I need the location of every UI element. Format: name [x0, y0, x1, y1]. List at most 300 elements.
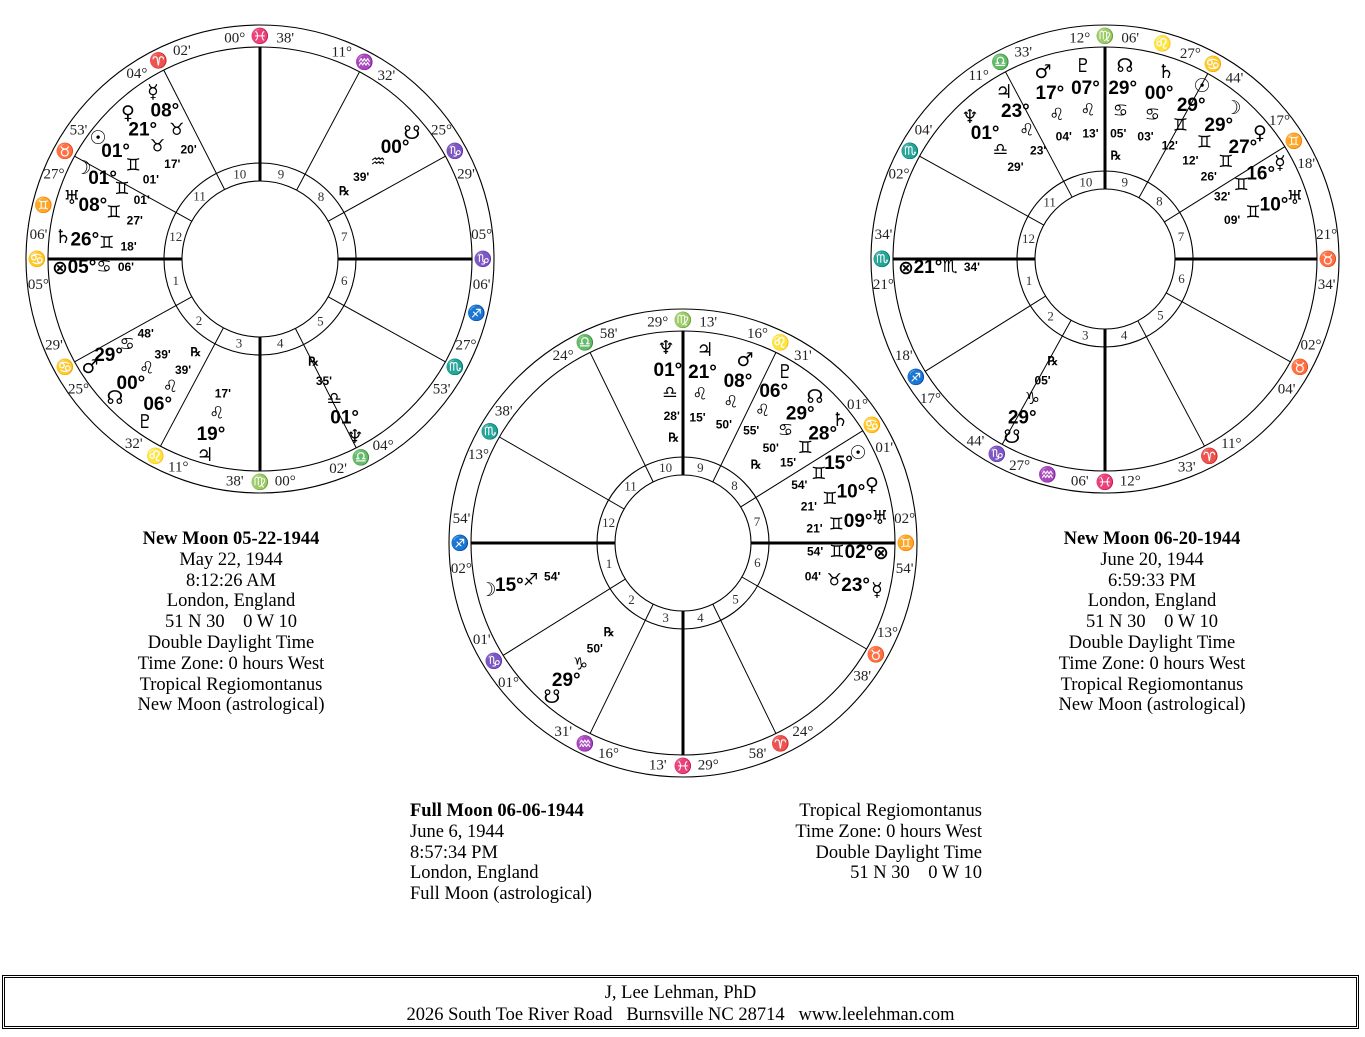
planet-mars: [716, 349, 754, 432]
svg-text:24°: 24°: [552, 347, 574, 364]
svg-text:13': 13': [699, 314, 718, 331]
cusp-label-house-10: [224, 27, 294, 46]
planet-minutes: 35': [315, 373, 333, 388]
planet-minutes: 39': [174, 363, 192, 378]
zodiac-sign-icon: ♊: [125, 155, 141, 176]
planet-minutes: 48': [137, 326, 154, 341]
venus-icon: ♀: [1253, 122, 1267, 144]
zodiac-sign-icon: ♌: [162, 377, 178, 398]
chart-title: Full Moon 06-06-1944: [410, 801, 584, 821]
zodiac-sign-icon: ♑: [1024, 389, 1041, 410]
planet-minutes: 12': [1182, 153, 1199, 168]
planet-minutes: 01': [133, 193, 150, 208]
planet-part-of-fortune: [807, 542, 889, 564]
svg-text:02': 02': [173, 43, 191, 60]
planet-minutes: 26': [1200, 169, 1217, 184]
zodiac-sign-icon: ♌: [692, 384, 708, 405]
planet-degree: 29°: [1176, 95, 1206, 117]
planet-degree: 17°: [1035, 82, 1065, 104]
svg-text:04°: 04°: [372, 437, 394, 454]
planet-minutes: 05': [1034, 373, 1051, 388]
uranus-icon: ♅: [63, 187, 81, 209]
zodiac-sign-icon: ♋: [1144, 104, 1160, 125]
svg-text:♏: ♏: [872, 252, 892, 268]
svg-text:♑: ♑: [484, 654, 504, 671]
cusp-label-house-7: [894, 511, 915, 577]
svg-text:♈: ♈: [149, 53, 169, 70]
planet-minutes: 09': [1224, 213, 1241, 228]
planet-minutes: 50': [762, 440, 779, 455]
svg-text:♌: ♌: [771, 335, 791, 352]
part-of-fortune-icon: ⊗: [873, 542, 889, 564]
svg-text:♑: ♑: [445, 143, 465, 160]
svg-text:27°: 27°: [1009, 458, 1031, 475]
zodiac-sign-icon: ♊: [1196, 132, 1213, 153]
chart-house-system: Tropical Regiomontanus: [1060, 674, 1244, 695]
cusp-line-house-12: [920, 156, 1044, 225]
zodiac-sign-icon: ♊: [106, 202, 122, 223]
zodiac-sign-icon: ♊: [811, 464, 827, 485]
cusp-label-house-9: [332, 45, 396, 85]
planet-degree: 09°: [843, 510, 873, 532]
cusp-line-house-11: [590, 352, 653, 481]
mercury-icon: ☿: [1274, 152, 1286, 174]
planet-degree: 29°: [1108, 77, 1138, 99]
zodiac-sign-icon: ♒: [370, 152, 386, 173]
neptune-icon: ♆: [657, 337, 675, 359]
chart-info-full-moon-settings: [682, 801, 982, 884]
house-number-4: 4: [1120, 327, 1128, 343]
svg-text:29°: 29°: [697, 757, 719, 774]
planet-degree: 29°: [551, 670, 581, 692]
planet-degree: 02°: [844, 541, 874, 563]
svg-text:12°: 12°: [1069, 30, 1091, 47]
svg-text:13': 13': [648, 757, 667, 774]
zodiac-sign-icon: ♌: [209, 403, 225, 424]
svg-text:02°: 02°: [1300, 337, 1322, 354]
uranus-icon: ♅: [871, 507, 889, 529]
svg-text:38': 38': [494, 403, 513, 420]
mercury-icon: ☿: [871, 579, 883, 601]
svg-text:18': 18': [894, 348, 913, 365]
chart-time: 8:12:26 AM: [186, 570, 276, 591]
planet-degree: 05°: [67, 257, 97, 279]
house-number-9: 9: [697, 459, 704, 475]
planet-degree: 27°: [1228, 136, 1258, 158]
house-number-2: 2: [1047, 308, 1054, 324]
intercepted-sign: ♒: [1037, 467, 1057, 484]
planet-north-node: [1108, 55, 1137, 163]
planet-degree: 21°: [688, 361, 717, 383]
chart-dst: Double Daylight Time: [147, 632, 315, 653]
svg-text:♋: ♋: [27, 252, 47, 268]
svg-text:17°: 17°: [1269, 113, 1291, 130]
house-number-5: 5: [732, 591, 739, 607]
cusp-label-house-1: [873, 227, 894, 293]
planet-minutes: 13': [1082, 126, 1099, 141]
house-ring-inner: [615, 475, 751, 611]
svg-text:02°: 02°: [450, 561, 472, 578]
intercepted-sign: ♊: [34, 198, 53, 215]
svg-text:♐: ♐: [906, 370, 926, 387]
house-number-11: 11: [193, 188, 206, 204]
venus-icon: ♀: [865, 474, 879, 496]
planet-minutes: 29': [1007, 159, 1024, 174]
planet-minutes: 32': [1214, 189, 1231, 204]
house-number-6: 6: [754, 554, 761, 570]
retrograde-icon: ℞: [1110, 148, 1122, 163]
zodiac-sign-icon: ♌: [1019, 120, 1035, 141]
svg-text:29': 29': [457, 166, 475, 183]
house-ring-inner: [1035, 189, 1175, 329]
svg-text:16°: 16°: [598, 746, 620, 763]
zodiac-sign-icon: ♌: [1049, 104, 1065, 125]
cusp-label-house-1: [28, 227, 49, 293]
planet-minutes: 17': [214, 386, 231, 401]
planet-degree: 15°: [495, 574, 524, 596]
planet-degree: 01°: [970, 122, 1000, 144]
part-of-fortune-icon: ⊗: [898, 257, 914, 279]
svg-text:01': 01': [472, 632, 491, 649]
zodiac-sign-icon: ♊: [797, 438, 813, 459]
planet-minutes: 54': [806, 544, 824, 559]
svg-text:♓: ♓: [673, 759, 693, 775]
planet-minutes: 15': [779, 455, 797, 470]
zodiac-sign-icon: ♐: [523, 570, 539, 591]
chart-date: June 6, 1944: [410, 821, 505, 842]
cusp-label-house-9: [747, 326, 812, 364]
chart-coords: 51 N 30 0 W 10: [165, 612, 297, 633]
svg-text:♏: ♏: [900, 143, 920, 160]
svg-text:11°: 11°: [331, 44, 352, 61]
moon-icon: ☽: [479, 579, 497, 601]
chart-coords: 51 N 30 0 W 10: [1086, 612, 1218, 633]
house-number-7: 7: [1177, 229, 1185, 245]
planet-minutes: 06': [117, 260, 135, 275]
svg-text:25°: 25°: [431, 122, 453, 139]
planet-minutes: 21': [806, 521, 823, 536]
svg-text:♉: ♉: [1290, 360, 1310, 377]
svg-text:38': 38': [853, 668, 872, 685]
svg-text:31': 31': [793, 347, 812, 364]
planet-degree: 00°: [116, 372, 146, 394]
svg-text:18': 18': [1297, 155, 1316, 172]
zodiac-sign-icon: ♊: [99, 232, 115, 253]
jupiter-icon: ♃: [196, 444, 214, 466]
house-number-7: 7: [753, 513, 761, 529]
footer-address: 2026 South Toe River Road Burnsville NC 28714 www.leelehman.com: [406, 1005, 955, 1025]
zodiac-sign-icon: ♊: [114, 179, 130, 200]
chart-date: June 20, 1944: [1100, 549, 1204, 570]
planet-degree: 06°: [143, 394, 173, 416]
svg-text:21°: 21°: [872, 277, 894, 294]
house-number-8: 8: [731, 477, 738, 493]
svg-text:34': 34': [874, 226, 893, 243]
cusp-label-house-1: [451, 511, 472, 577]
planet-neptune: [308, 354, 363, 448]
house-number-1: 1: [172, 272, 180, 288]
house-number-3: 3: [235, 335, 243, 351]
chart-type: Full Moon (astrological): [410, 884, 592, 905]
chart-type: New Moon (astrological): [137, 695, 325, 716]
planet-saturn: [1137, 61, 1174, 144]
svg-text:02°: 02°: [894, 510, 916, 527]
house-ring-inner: [182, 181, 338, 337]
cusp-label-house-11: [968, 45, 1032, 85]
sun-icon: ☉: [849, 442, 867, 464]
planet-saturn: [54, 226, 136, 253]
planet-degree: 15°: [824, 453, 853, 475]
house-number-12: 12: [169, 229, 183, 245]
svg-text:38': 38': [276, 30, 295, 47]
chart-dst: Double Daylight Time: [815, 842, 982, 863]
chart-place: London, England: [166, 591, 296, 612]
svg-text:34': 34': [1317, 277, 1336, 294]
zodiac-sign-icon: ♊: [829, 541, 845, 562]
retrograde-icon: ℞: [1047, 354, 1059, 369]
cusp-label-house-7: [1316, 227, 1337, 293]
svg-text:06': 06': [29, 226, 48, 243]
cusp-line-house-5: [713, 604, 776, 733]
svg-text:♉: ♉: [55, 143, 75, 160]
saturn-icon: ♄: [1157, 61, 1175, 83]
svg-text:♑: ♑: [987, 447, 1007, 464]
zodiac-sign-icon: ♉: [169, 120, 185, 141]
svg-text:16°: 16°: [746, 325, 768, 342]
planet-minutes: 03': [1137, 129, 1154, 144]
zodiac-sign-icon: ♏: [942, 257, 958, 278]
svg-text:♊: ♊: [896, 536, 916, 552]
jupiter-icon: ♃: [696, 339, 714, 361]
house-number-7: 7: [340, 229, 348, 245]
planet-neptune: [654, 337, 683, 445]
part-of-fortune-icon: ⊗: [52, 257, 68, 279]
chart-time: 6:59:33 PM: [1108, 570, 1196, 591]
svg-text:44': 44': [966, 433, 985, 450]
svg-text:13°: 13°: [467, 447, 489, 464]
svg-text:44': 44': [1225, 70, 1244, 87]
retrograde-icon: ℞: [308, 354, 319, 369]
zodiac-sign-icon: ♋: [1112, 100, 1129, 121]
planet-degree: 00°: [1144, 82, 1174, 104]
svg-text:11°: 11°: [968, 68, 989, 85]
cusp-label-house-10: [1069, 27, 1139, 46]
cusp-line-house-6: [328, 297, 445, 362]
svg-text:♍: ♍: [1095, 29, 1115, 45]
planet-degree: 21°: [913, 257, 943, 279]
chart-timezone: Time Zone: 0 hours West: [1058, 653, 1246, 674]
zodiac-sign-icon: ♉: [149, 136, 166, 157]
svg-text:53': 53': [69, 122, 88, 139]
svg-text:17°: 17°: [919, 390, 941, 407]
north-node-icon: ☊: [1116, 55, 1134, 77]
house-number-5: 5: [317, 313, 324, 329]
svg-text:♋: ♋: [55, 360, 75, 377]
planet-minutes: 18': [120, 239, 137, 254]
svg-text:04': 04': [1277, 381, 1296, 398]
svg-text:♎: ♎: [575, 335, 595, 352]
svg-text:25°: 25°: [67, 381, 89, 398]
zodiac-sign-icon: ♉: [826, 570, 842, 591]
cusp-label-house-4: [1071, 473, 1141, 491]
house-number-8: 8: [1156, 193, 1163, 209]
planet-mars: [1034, 61, 1072, 144]
cusp-line-house-12: [499, 437, 624, 509]
intercepted-sign: ♐: [467, 305, 486, 322]
svg-text:33': 33': [1014, 44, 1033, 61]
planet-degree: 19°: [196, 423, 226, 445]
svg-text:31': 31': [554, 724, 573, 741]
svg-text:53': 53': [432, 381, 451, 398]
zodiac-sign-icon: ♋: [777, 420, 794, 441]
svg-text:29': 29': [45, 337, 63, 354]
planet-uranus: [806, 507, 888, 535]
chart-coords: 51 N 30 0 W 10: [850, 863, 982, 884]
cusp-line-house-5: [1138, 321, 1205, 446]
planet-part-of-fortune: [52, 257, 134, 279]
planet-degree: 29°: [1204, 114, 1234, 136]
chart-date: May 22, 1944: [179, 549, 283, 570]
house-ring-outer: [597, 457, 769, 629]
planet-degree: 23°: [841, 574, 870, 596]
house-number-6: 6: [340, 272, 348, 288]
venus-icon: ♀: [121, 102, 135, 124]
jupiter-icon: ♃: [995, 81, 1013, 103]
zodiac-sign-icon: ♑: [572, 654, 589, 675]
svg-text:♈: ♈: [771, 736, 791, 753]
planet-south-node: [544, 625, 615, 708]
svg-text:00°: 00°: [274, 473, 296, 490]
cusp-label-house-9: [1180, 46, 1244, 86]
sun-icon: ☉: [1193, 75, 1211, 97]
zodiac-sign-icon: ♌: [723, 392, 739, 413]
house-number-1: 1: [605, 556, 613, 572]
cusp-label-house-7: [471, 227, 492, 293]
chart-wheel-nm1: [26, 25, 494, 493]
house-number-9: 9: [277, 166, 285, 182]
planet-minutes: 28': [663, 408, 680, 423]
svg-text:12°: 12°: [1119, 473, 1141, 490]
planet-degree: 16°: [1246, 163, 1276, 185]
planet-minutes: 23': [1030, 143, 1047, 158]
svg-text:♌: ♌: [145, 448, 165, 465]
house-number-3: 3: [662, 610, 669, 626]
planet-south-node: [1004, 354, 1059, 448]
planet-degree: 01°: [330, 407, 360, 429]
svg-text:♉: ♉: [866, 647, 886, 664]
svg-text:24°: 24°: [792, 724, 814, 741]
pluto-icon: ♇: [136, 411, 154, 433]
svg-text:21°: 21°: [1316, 226, 1338, 243]
zodiac-sign-icon: ♋: [96, 257, 112, 278]
svg-text:♑: ♑: [473, 252, 493, 268]
house-number-12: 12: [602, 515, 616, 531]
chart-time: 8:57:34 PM: [410, 842, 498, 863]
planet-degree: 08°: [150, 100, 180, 122]
chart-info-new-moon-june: [1011, 529, 1293, 716]
planet-minutes: 50': [715, 417, 732, 432]
house-number-2: 2: [195, 313, 203, 329]
zodiac-sign-icon: ♊: [828, 514, 844, 535]
svg-text:27°: 27°: [1179, 45, 1201, 62]
svg-text:01°: 01°: [847, 397, 869, 414]
zodiac-sign-icon: ♌: [754, 400, 771, 421]
svg-text:♓: ♓: [250, 29, 270, 45]
moon-icon: ☽: [74, 157, 92, 179]
zodiac-sign-icon: ♊: [1218, 151, 1234, 172]
planet-minutes: 01': [142, 172, 159, 187]
saturn-icon: ♄: [54, 226, 72, 248]
retrograde-icon: ℞: [750, 457, 762, 472]
svg-text:♋: ♋: [1203, 56, 1223, 73]
planet-degree: 01°: [101, 141, 130, 163]
svg-text:♊: ♊: [1284, 133, 1304, 150]
svg-text:11°: 11°: [168, 459, 189, 476]
zodiac-sign-icon: ♌: [139, 358, 155, 379]
svg-text:06': 06': [1121, 30, 1140, 47]
zodiac-sign-icon: ♋: [119, 334, 135, 355]
svg-text:♒: ♒: [575, 736, 595, 753]
planet-minutes: 17': [164, 156, 181, 171]
svg-text:06': 06': [1070, 473, 1089, 490]
svg-text:38': 38': [225, 473, 244, 490]
chart-dst: Double Daylight Time: [1068, 632, 1236, 653]
house-number-9: 9: [1121, 174, 1129, 190]
retrograde-icon: ℞: [338, 184, 350, 199]
south-node-icon: ☋: [403, 122, 421, 144]
north-node-icon: ☊: [806, 386, 824, 408]
chart-house-system: Tropical Regiomontanus: [799, 801, 982, 821]
planet-degree: 01°: [653, 359, 683, 381]
house-number-10: 10: [233, 166, 247, 182]
zodiac-sign-icon: ♎: [662, 382, 678, 403]
house-number-2: 2: [628, 592, 635, 608]
planet-moon: [479, 570, 560, 601]
cusp-label-house-4: [226, 473, 296, 491]
svg-text:01°: 01°: [497, 674, 519, 691]
planet-degree: 08°: [78, 194, 108, 216]
svg-text:33': 33': [1177, 459, 1196, 476]
svg-text:♍: ♍: [250, 475, 270, 491]
planet-pluto: [1071, 55, 1100, 141]
house-number-11: 11: [1043, 194, 1056, 210]
chart-timezone: Time Zone: 0 hours West: [795, 821, 982, 842]
zodiac-sign-icon: ♌: [1080, 100, 1096, 121]
house-number-11: 11: [624, 478, 637, 494]
zodiac-sign-icon: ♎: [326, 389, 342, 410]
planet-minutes: 12': [1161, 138, 1178, 153]
zodiac-sign-icon: ♊: [1172, 115, 1189, 136]
svg-text:♓: ♓: [1095, 475, 1115, 491]
svg-text:♎: ♎: [990, 55, 1010, 72]
svg-text:54': 54': [895, 561, 914, 578]
svg-text:00°: 00°: [224, 30, 246, 47]
svg-text:01': 01': [875, 439, 894, 456]
svg-text:58': 58': [748, 746, 767, 763]
svg-text:05°: 05°: [27, 277, 49, 294]
cusp-line-house-9: [297, 72, 360, 190]
chart-title: New Moon 06-20-1944: [1063, 529, 1241, 549]
planet-degree: 08°: [723, 370, 753, 392]
svg-text:32': 32': [124, 435, 143, 452]
svg-text:29°: 29°: [647, 314, 669, 331]
footer-credit-box: [2, 975, 1359, 1029]
planet-degree: 10°: [836, 481, 866, 503]
svg-text:♏: ♏: [445, 360, 465, 377]
planet-minutes: 34': [963, 260, 981, 275]
chart-type: New Moon (astrological): [1058, 695, 1246, 716]
cusp-line-house-3: [590, 604, 653, 733]
